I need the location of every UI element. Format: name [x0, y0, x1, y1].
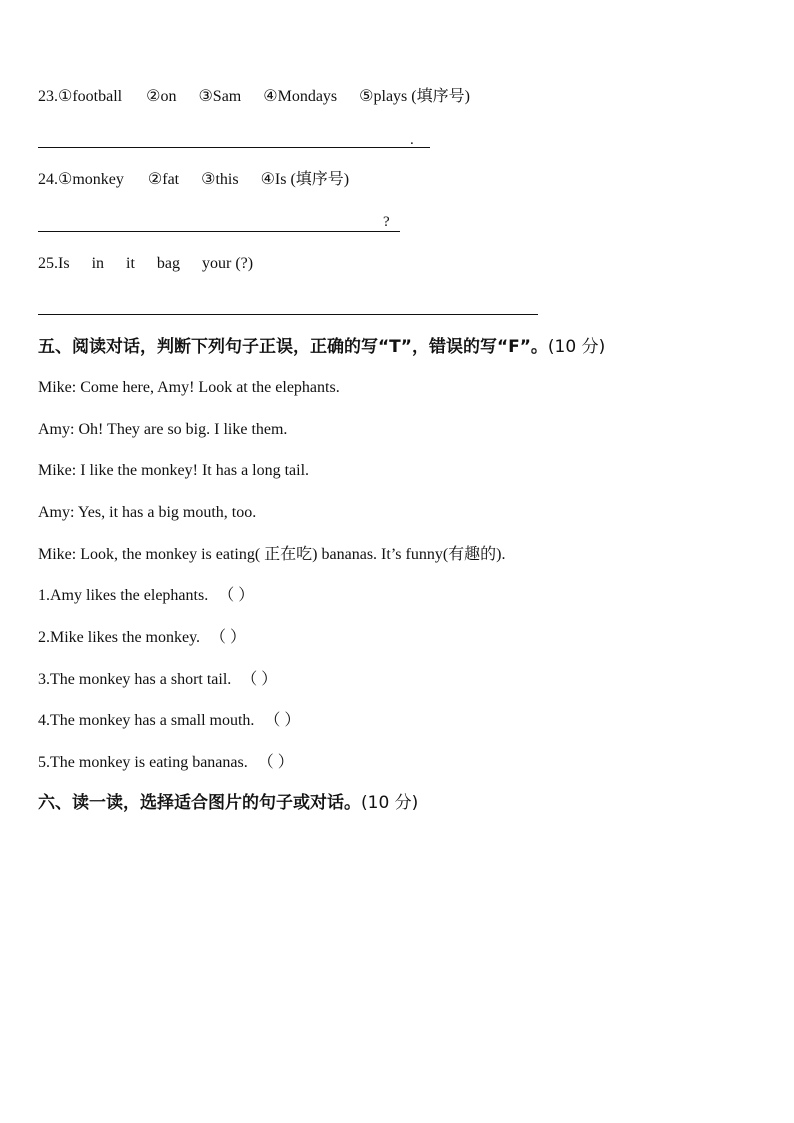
question-number: 24. [38, 171, 58, 188]
end-punctuation: ? [383, 214, 390, 230]
option: ④Is (填序号) [260, 171, 350, 188]
dialogue-line: Amy: Oh! They are so big. I like them. [38, 421, 288, 438]
dialogue-line: Amy: Yes, it has a big mouth, too. [38, 504, 257, 521]
answer-parentheses[interactable]: （ ） [218, 587, 255, 604]
statement-3 [38, 670, 277, 690]
dialogue-line: Mike: Look, the monkey is eating( 正在吃) bananas. It’s funny(有趣的). [38, 546, 506, 563]
statement-2 [38, 628, 246, 648]
option: ④Mondays [263, 88, 338, 105]
section-score: (10 分) [547, 337, 606, 357]
answer-parentheses[interactable]: （ ） [264, 712, 301, 729]
option: ③Sam [198, 88, 242, 105]
answer-line[interactable] [38, 313, 538, 315]
option: Is [58, 255, 70, 272]
option: in [91, 255, 105, 272]
option: ①football [58, 88, 123, 105]
statement-text: 5.The monkey is eating bananas. [38, 754, 248, 771]
statement-5 [38, 753, 294, 773]
option: ③this [201, 171, 239, 188]
answer-parentheses[interactable]: （ ） [257, 754, 294, 771]
section-score: (10 分) [361, 793, 419, 813]
answer-line[interactable] [38, 230, 400, 232]
question-number: 23. [38, 88, 58, 105]
question-number: 25. [38, 255, 58, 272]
question-24 [38, 170, 349, 190]
statement-4 [38, 711, 300, 731]
option: ⑤plays (填序号) [359, 88, 470, 105]
option: it [126, 255, 135, 272]
option: ②fat [147, 171, 180, 188]
dialogue-line: Mike: I like the monkey! It has a long tail. [38, 462, 310, 479]
option: ①monkey [58, 171, 124, 188]
statement-text: 4.The monkey has a small mouth. [38, 712, 255, 729]
section-6-heading [38, 792, 418, 814]
answer-parentheses[interactable]: （ ） [210, 629, 247, 646]
dialogue-line: Mike: Come here, Amy! Look at the elephants. [38, 379, 340, 396]
option: ②on [146, 88, 177, 105]
statement-1 [38, 586, 254, 606]
statement-text: 3.The monkey has a short tail. [38, 671, 232, 688]
section-5-heading [38, 336, 605, 358]
section-title: 五、阅读对话，判断下列句子正误，正确的写“T”，错误的写“F”。 [38, 337, 548, 357]
statement-text: 2.Mike likes the monkey. [38, 629, 201, 646]
section-title: 六、读一读，选择适合图片的句子或对话。 [38, 793, 361, 813]
option: your (?) [202, 255, 254, 272]
option: bag [156, 255, 181, 272]
answer-line[interactable] [38, 146, 430, 148]
question-25 [38, 254, 253, 274]
question-23 [38, 87, 470, 107]
answer-parentheses[interactable]: （ ） [241, 671, 278, 688]
statement-text: 1.Amy likes the elephants. [38, 587, 209, 604]
end-punctuation: . [410, 132, 414, 148]
